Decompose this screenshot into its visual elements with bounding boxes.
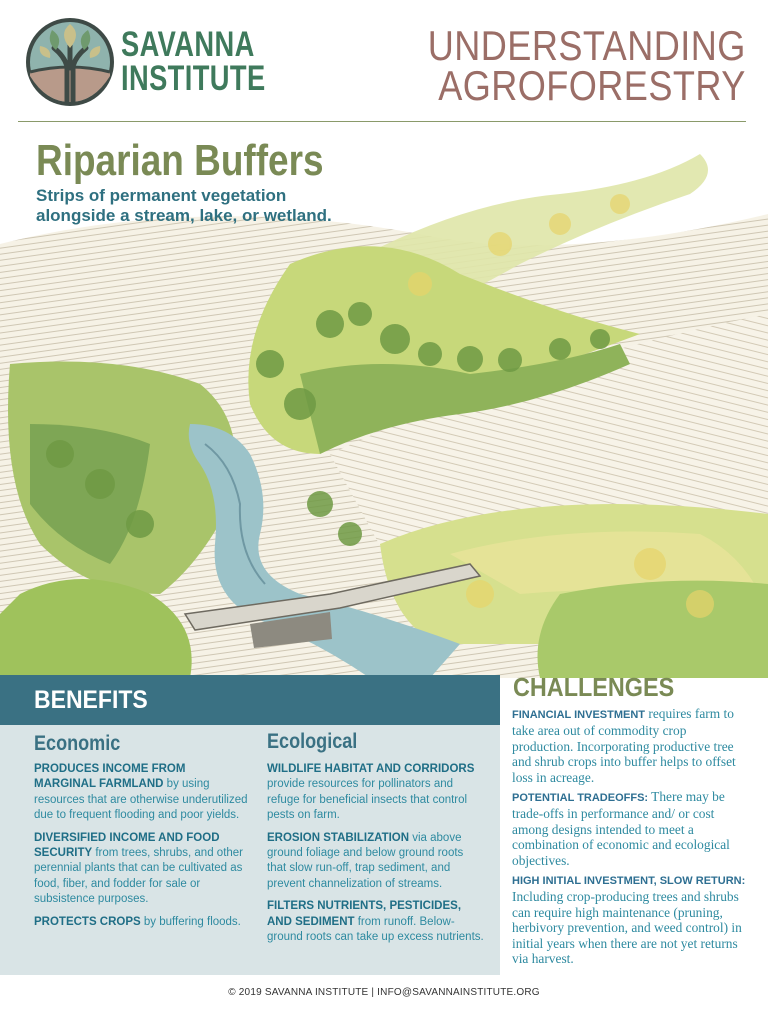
economic-item-lead: PROTECTS CROPS <box>34 915 141 928</box>
ecological-item <box>267 831 485 893</box>
page-title: Riparian Buffers <box>36 136 324 185</box>
ecological-item-lead: WILDLIFE HABITAT AND CORRIDORS <box>267 763 475 775</box>
header-divider <box>18 121 746 122</box>
brand-line-1: SAVANNA <box>121 25 255 64</box>
page-subtitle <box>36 186 332 226</box>
ecological-item <box>267 762 485 824</box>
economic-heading: Economic <box>34 732 121 755</box>
challenges-title: CHALLENGES <box>513 672 675 702</box>
economic-item <box>34 762 248 824</box>
economic-item <box>34 915 248 930</box>
footer-copyright: © 2019 SAVANNA INSTITUTE | INFO@SAVANNAINSTITUTE.ORG <box>228 987 540 998</box>
challenge-item-text: There may be trade-offs in performance and/ or cost among designs intended to meet a combination of economic and ecological objectives. <box>512 789 730 868</box>
ecological-list <box>267 762 485 952</box>
challenge-item-text: requires farm to take area out of commodity crop production. Incorporating productive tree and shrub crops into buffer helps to offset loss in acreage. <box>512 706 736 785</box>
savanna-institute-logo <box>24 16 116 108</box>
economic-item-lead: DIVERSIFIED INCOME AND FOOD SECURITY <box>34 831 220 860</box>
economic-item <box>34 831 248 908</box>
challenge-item-text: Including crop-producing trees and shrubs can require high maintenance (pruning, herbivory prevention, and weed control) in initial years when there are not yet returns via harvest. <box>512 889 742 967</box>
series-title <box>428 22 746 109</box>
ecological-item-lead: EROSION STABILIZATION <box>267 831 410 844</box>
subtitle-line-2: alongside a stream, lake, or wetland. <box>36 206 332 225</box>
challenge-item-lead: POTENTIAL TRADEOFFS: <box>512 792 649 805</box>
economic-list <box>34 762 248 937</box>
challenges-list <box>512 706 750 971</box>
series-line-2: AGROFORESTRY <box>438 62 746 109</box>
series-line-1: UNDERSTANDING <box>428 22 746 69</box>
challenge-item <box>512 789 750 868</box>
ecological-heading: Ecological <box>267 730 358 753</box>
subtitle-line-1: Strips of permanent vegetation <box>36 186 287 205</box>
economic-item-text: from trees, shrubs, and other perennial plants that can be cultivated as food, fiber, and fodder for sale or subsistence purposes. <box>34 847 244 906</box>
ecological-item <box>267 899 485 945</box>
page-header <box>0 0 768 122</box>
challenge-item-lead: HIGH INITIAL INVESTMENT, SLOW RETURN: <box>512 875 746 888</box>
brand-name <box>121 25 266 98</box>
ecological-item-lead: FILTERS NUTRIENTS, PESTICIDES, AND SEDIMENT <box>267 900 462 928</box>
ecological-item-text: via above ground foliage and below ground roots that slow run-off, trap sediment, and prevent channelization of streams. <box>267 831 464 890</box>
challenge-item-lead: FINANCIAL INVESTMENT <box>512 709 646 721</box>
brand-line-2: INSTITUTE <box>121 59 266 98</box>
challenge-item <box>512 706 750 785</box>
economic-item-lead: PRODUCES INCOME FROM MARGINAL FARMLAND <box>34 763 186 791</box>
ecological-item-text: provide resources for pollinators and refuge for beneficial insects that control pests on farm. <box>267 778 468 822</box>
ecological-item-text: from runoff. Below-ground roots can take up excess nutrients. <box>267 915 484 944</box>
economic-item-text: by using resources that are otherwise underutilized due to frequent flooding and poor yields. <box>34 778 248 822</box>
challenge-item <box>512 872 750 966</box>
benefits-title: BENEFITS <box>34 686 148 714</box>
economic-item-text: by buffering floods. <box>140 915 241 928</box>
